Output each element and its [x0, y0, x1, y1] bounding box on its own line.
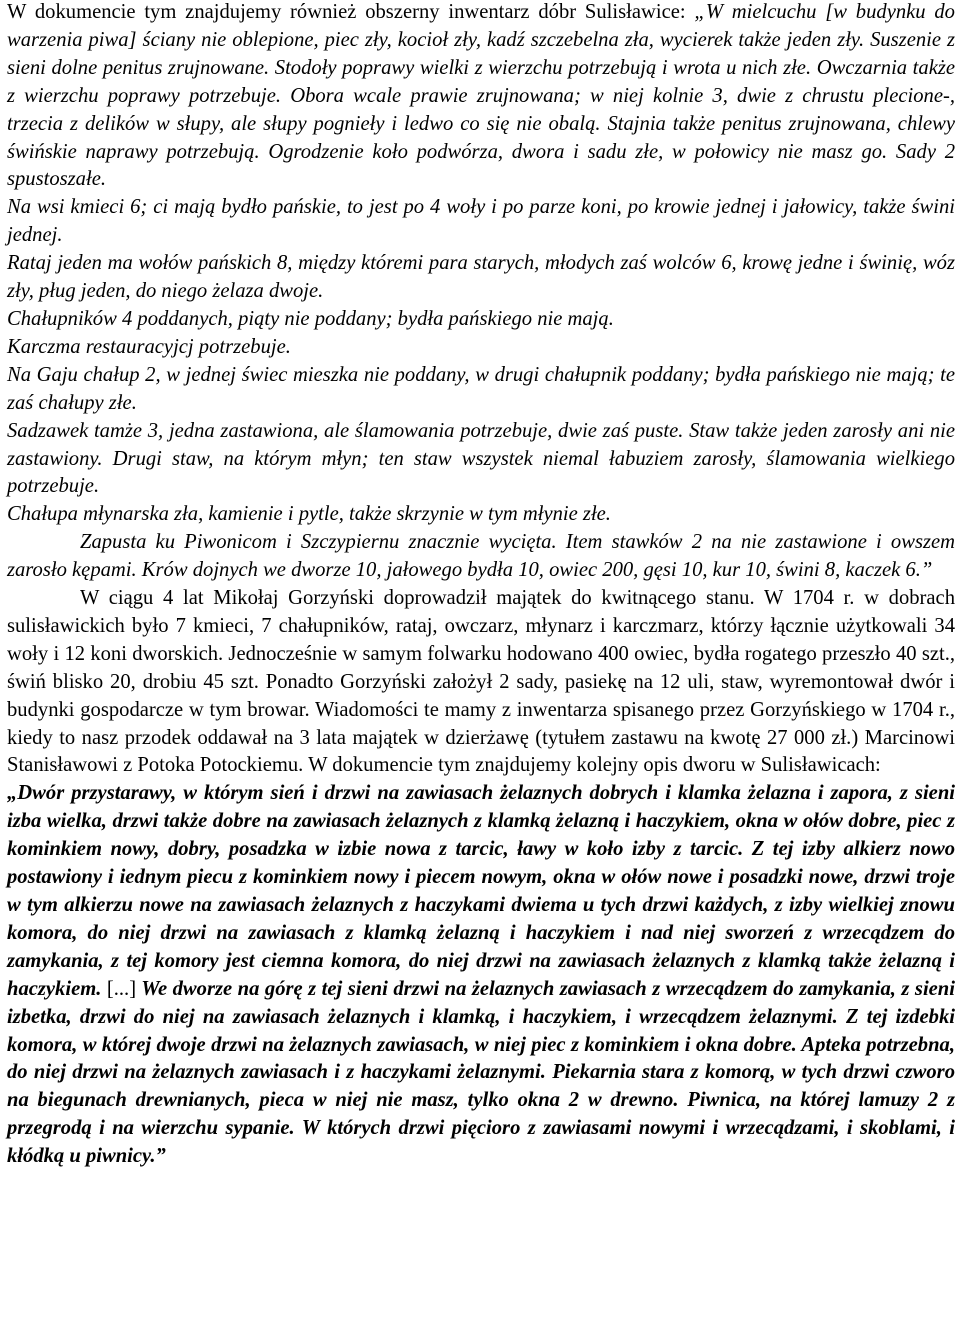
inventory-quote: „W mielcuchu [w budynku do warzenia piwa] ściany nie oblepione, piec zły, kocioł zły, kadź szczebelna zła, wycierek także jeden zły. Suszenie z sieni dolne penitus zrujnowane. Stodoły poprawy wielki z wierzchu potrzebują i wrota u nich złe. Owczarnia także z wierzchu poprawy potrzebuje. Obora wcale prawie zrujnowana; w niej kolnie 3, dwie z chrustu plecione-, trzecia z delików w słupy, ale słupy pognieły i ledwo co się nie obalą. Stajnia także penitus zrujnowana, chlewy świńskie naprawy potrzebują. Ogrodzenie koło podwórza, dwora i sadu złe, w połowicy nie masz go. Sady 2 spustoszałe. — [7, 1, 955, 191]
paragraph-karczma: Karczma restauracyjcj potrzebuje. — [7, 335, 291, 358]
paragraph-sadzawki: Sadzawek tamże 3, jedna zastawiona, ale ślamowania potrzebuje, dwie zaś puste. Staw także jeden zarosły ani nie zastawiony. Drugi staw, na którym młyn; ten staw wszystek niemal łabuziem zarosły, ślamowania wielkiego potrzebuje. — [7, 419, 955, 498]
dwor-description-part1: „Dwór przystarawy, w którym sień i drzwi na zawiasach żelaznych dobrych i klamka żelazna i zapora, z sieni izba wielka, drzwi także dobre na zawiasach żelaznych z klamką żelazną i haczykiem, okna w ołów dobre, piec z kominkiem nowy, dobry, posadzka w izbie nowa z tarcic, ławy w koło izby z tarcic. Z tej izby alkierz nowo postawiony i iednym piecu z kominkiem nowy i piecem nowym, okna w ołów nowe i posadzki nowe, drzwi troje w tym alkierzu nowe na zawiasach żelaznych z haczykami dwiema u tych drzwi każdych, z izby wielkiej znowu komora, do niej drzwi na zawiasach z klamką żelazną i haczykiem i nad niej sworzeń z wrzecądzem do zamykania, z tej komory jest ciemna komora, do niej drzwi na zawiasach żelaznych z klamką także żelazną i haczykiem. — [7, 782, 955, 1000]
paragraph-gorzynski: W ciągu 4 lat Mikołaj Gorzyński doprowadził majątek do kwitnącego stanu. W 1704 r. w dobrach sulisławickich było 7 kmieci, 7 chałupników, rataj, owczarz, młynarz i karczmarz, którzy łącznie użytkowali 34 woły i 12 koni dworskich. Jednocześnie w samym folwarku hodowano 400 owiec, bydła rogatego przeszło 40 szt., świń blisko 20, drobiu 45 szt. Ponadto Gorzyński założył 2 sady, pasiekę na 12 uli, staw, wyremontował dwór i budynki gospodarcze w tym browar. Wiadomości te mamy z inwentarza spisanego przez Gorzyńskiego w 1704 r., kiedy to nasz przodek oddawał na 3 lata majątek w dzierżawę (tytułem zastawu na kwotę 27 000 zł.) Marcinowi Stanisławowi z Potoka Potockiemu. W dokumencie tym znajdujemy kolejny opis dworu w Sulisławicach: — [7, 587, 955, 777]
paragraph-dwor-description — [7, 780, 955, 1171]
paragraph-kmieci: Na wsi kmieci 6; ci mają bydło pańskie, to jest po 4 woły i po parze koni, po krowie jednej i jałowicy, także świni jednej. — [7, 196, 955, 247]
paragraph-zapusta: Zapusta ku Piwonicom i Szczypiernu znacznie wycięta. Item stawków 2 na nie zastawione i owszem zarosło kępami. Krów dojnych we dworze 10, jałowego bydła 10, owiec 200, gęsi 10, kur 10, świni 8, kaczek 6.” — [7, 531, 955, 582]
paragraph-lead: W dokumencie tym znajdujemy również obszerny inwentarz dóbr Sulisławice: — [7, 1, 695, 23]
paragraph-mlyn: Chałupa młynarska zła, kamienie i pytle, także skrzynie w tym młynie złe. — [7, 503, 611, 526]
ellipsis-marker: [...] — [106, 977, 137, 1000]
paragraph-inventory-intro — [7, 0, 955, 194]
paragraph-rataj: Rataj jeden ma wołów pańskich 8, między któremi para starych, młodych zaś wolców 6, krowę jedne i świnię, wóz zły, pług jeden, do niego żelaza dwoje. — [7, 252, 955, 303]
document-page — [7, 0, 955, 1171]
dwor-description-part2: We dworze na górę z tej sieni drzwi na żelaznych zawiasach z wrzecądzem do zamykania, z sieni izbetka, drzwi do niej na zawiasach żelaznych i klamką, i haczykiem, i wrzecądzem żelaznymi. Z tej izdebki komora, w której dwoje drzwi na żelaznych zawiasach, w niej piec z kominkiem i okna dobre. Apteka potrzebna, do niej drzwi na żelaznych zawiasach i z haczykami żelaznymi. Piekarnia stara z komorą, w tych drzwi czworo na biegunach drewnianych, pieca w niej nie masz, tylko okna 2 w drewno. Piwnica, na której lamuzy 2 z przegrodą i na wierzchu sypanie. W których drzwi pięcioro z zawiasami nowymi i wrzecądzami, i skoblami, i kłódką u piwnicy.” — [7, 977, 955, 1168]
paragraph-chalupnicy: Chałupników 4 poddanych, piąty nie poddany; bydła pańskiego nie mają. — [7, 307, 614, 330]
paragraph-gaj: Na Gaju chałup 2, w jednej świec mieszka nie poddany, w drugi chałupnik poddany; bydła pańskiego nie mają; te zaś chałupy złe. — [7, 363, 955, 414]
